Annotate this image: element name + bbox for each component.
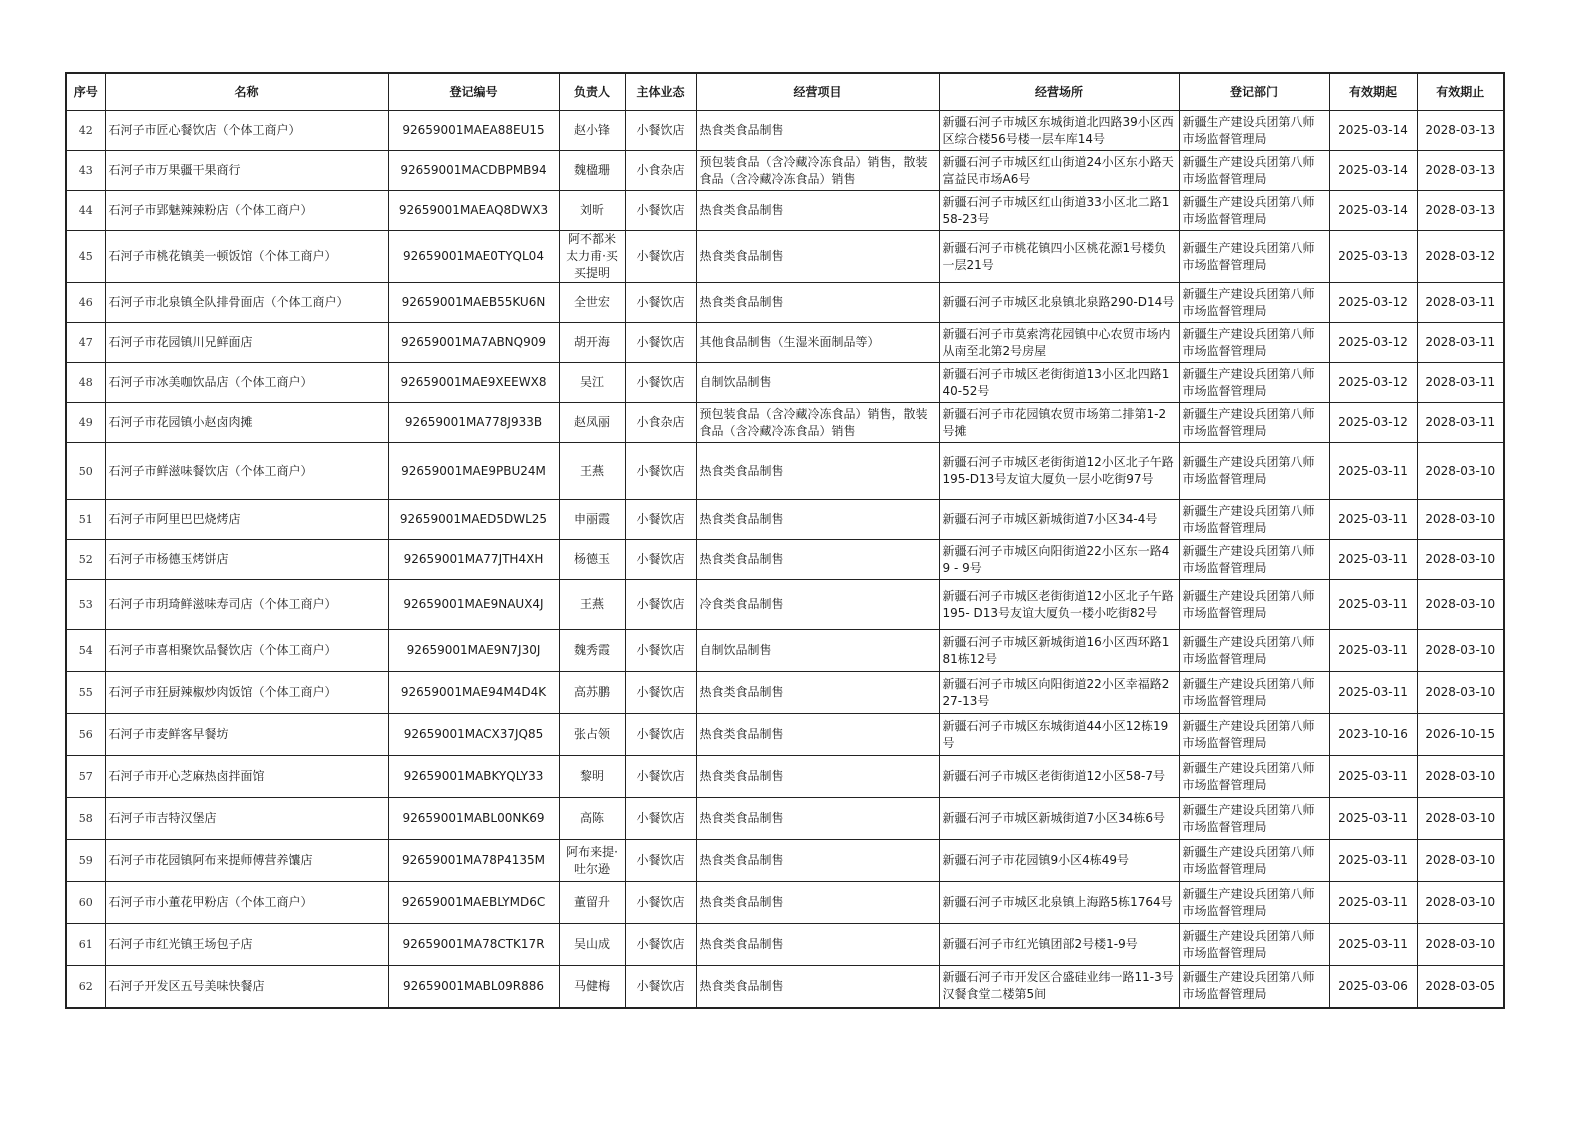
cell-name: 石河子开发区五号美味快餐店 [105, 966, 388, 1008]
cell-scope: 预包装食品（含冷藏冷冻食品）销售，散装食品（含冷藏冷冻食品）销售 [696, 151, 939, 191]
cell-person: 魏楹珊 [559, 151, 625, 191]
cell-name: 石河子市小董花甲粉店（个体工商户） [105, 882, 388, 924]
cell-department: 新疆生产建设兵团第八师市场监督管理局 [1179, 231, 1329, 283]
cell-seq: 52 [66, 540, 105, 580]
cell-scope: 冷食类食品制售 [696, 580, 939, 630]
table-row [66, 443, 1504, 500]
cell-business-type: 小餐饮店 [625, 630, 696, 672]
cell-seq: 45 [66, 231, 105, 283]
table-row [66, 403, 1504, 443]
table-row [66, 756, 1504, 798]
cell-valid-from: 2025-03-06 [1329, 966, 1417, 1008]
cell-address: 新疆石河子市城区东城街道44小区12栋19号 [939, 714, 1179, 756]
cell-address: 新疆石河子市城区老街街道12小区58-7号 [939, 756, 1179, 798]
cell-person: 王燕 [559, 580, 625, 630]
cell-address: 新疆石河子市城区新城街道7小区34栋6号 [939, 798, 1179, 840]
cell-scope: 热食类食品制售 [696, 798, 939, 840]
cell-valid-from: 2025-03-11 [1329, 924, 1417, 966]
cell-scope: 热食类食品制售 [696, 231, 939, 283]
header-reg-number: 登记编号 [388, 73, 559, 111]
cell-name: 石河子市花园镇阿布来提师傅营养馕店 [105, 840, 388, 882]
cell-seq: 58 [66, 798, 105, 840]
header-scope: 经营项目 [696, 73, 939, 111]
cell-valid-to: 2028-03-10 [1417, 882, 1504, 924]
cell-department: 新疆生产建设兵团第八师市场监督管理局 [1179, 756, 1329, 798]
cell-valid-from: 2025-03-12 [1329, 363, 1417, 403]
cell-valid-to: 2028-03-13 [1417, 191, 1504, 231]
cell-valid-from: 2025-03-12 [1329, 323, 1417, 363]
cell-name: 石河子市阿里巴巴烧烤店 [105, 500, 388, 540]
cell-valid-to: 2028-03-10 [1417, 580, 1504, 630]
cell-valid-from: 2025-03-13 [1329, 231, 1417, 283]
cell-name: 石河子市喜相聚饮品餐饮店（个体工商户） [105, 630, 388, 672]
table-row [66, 798, 1504, 840]
cell-valid-to: 2028-03-11 [1417, 323, 1504, 363]
cell-name: 石河子市吉特汉堡店 [105, 798, 388, 840]
cell-scope: 自制饮品制售 [696, 363, 939, 403]
cell-scope: 热食类食品制售 [696, 840, 939, 882]
table-body [66, 111, 1504, 1008]
table-row [66, 966, 1504, 1008]
cell-business-type: 小餐饮店 [625, 714, 696, 756]
cell-name: 石河子市桃花镇美一顿饭馆（个体工商户） [105, 231, 388, 283]
cell-person: 阿不都米太力甫·买买提明 [559, 231, 625, 283]
cell-valid-to: 2028-03-10 [1417, 840, 1504, 882]
cell-department: 新疆生产建设兵团第八师市场监督管理局 [1179, 191, 1329, 231]
cell-reg-number: 92659001MAE9NAUX4J [388, 580, 559, 630]
cell-business-type: 小餐饮店 [625, 540, 696, 580]
cell-valid-to: 2028-03-10 [1417, 798, 1504, 840]
cell-name: 石河子市杨德玉烤饼店 [105, 540, 388, 580]
cell-seq: 61 [66, 924, 105, 966]
cell-person: 申丽霞 [559, 500, 625, 540]
header-row [66, 73, 1504, 111]
cell-person: 赵凤丽 [559, 403, 625, 443]
cell-seq: 54 [66, 630, 105, 672]
cell-valid-to: 2028-03-11 [1417, 283, 1504, 323]
cell-department: 新疆生产建设兵团第八师市场监督管理局 [1179, 403, 1329, 443]
cell-seq: 53 [66, 580, 105, 630]
cell-person: 杨德玉 [559, 540, 625, 580]
cell-name: 石河子市万果疆干果商行 [105, 151, 388, 191]
cell-business-type: 小餐饮店 [625, 111, 696, 151]
cell-seq: 47 [66, 323, 105, 363]
cell-department: 新疆生产建设兵团第八师市场监督管理局 [1179, 283, 1329, 323]
cell-address: 新疆石河子市花园镇农贸市场第二排第1-2号摊 [939, 403, 1179, 443]
table-row [66, 714, 1504, 756]
cell-address: 新疆石河子市红光镇团部2号楼1-9号 [939, 924, 1179, 966]
cell-address: 新疆石河子市城区老街街道12小区北子午路195- D13号友谊大厦负一楼小吃街82号 [939, 580, 1179, 630]
header-valid-from: 有效期起 [1329, 73, 1417, 111]
cell-person: 全世宏 [559, 283, 625, 323]
cell-business-type: 小餐饮店 [625, 924, 696, 966]
cell-scope: 热食类食品制售 [696, 540, 939, 580]
cell-name: 石河子市匠心餐饮店（个体工商户） [105, 111, 388, 151]
cell-seq: 51 [66, 500, 105, 540]
cell-seq: 60 [66, 882, 105, 924]
cell-reg-number: 92659001MAE9XEEWX8 [388, 363, 559, 403]
cell-scope: 热食类食品制售 [696, 283, 939, 323]
cell-reg-number: 92659001MACDBPMB94 [388, 151, 559, 191]
cell-business-type: 小餐饮店 [625, 798, 696, 840]
cell-valid-to: 2028-03-10 [1417, 540, 1504, 580]
cell-reg-number: 92659001MAE94M4D4K [388, 672, 559, 714]
table-row [66, 672, 1504, 714]
cell-department: 新疆生产建设兵团第八师市场监督管理局 [1179, 363, 1329, 403]
cell-seq: 49 [66, 403, 105, 443]
cell-reg-number: 92659001MA78CTK17R [388, 924, 559, 966]
cell-name: 石河子市狂厨辣椒炒肉饭馆（个体工商户） [105, 672, 388, 714]
table-row [66, 630, 1504, 672]
cell-valid-from: 2025-03-11 [1329, 443, 1417, 500]
cell-scope: 其他食品制售（生湿米面制品等） [696, 323, 939, 363]
header-department: 登记部门 [1179, 73, 1329, 111]
cell-person: 董留升 [559, 882, 625, 924]
cell-valid-from: 2025-03-11 [1329, 500, 1417, 540]
cell-scope: 热食类食品制售 [696, 443, 939, 500]
cell-person: 吴山成 [559, 924, 625, 966]
cell-seq: 57 [66, 756, 105, 798]
cell-business-type: 小食杂店 [625, 403, 696, 443]
cell-seq: 43 [66, 151, 105, 191]
cell-person: 张占领 [559, 714, 625, 756]
cell-address: 新疆石河子市开发区合盛硅业纬一路11-3号汉餐食堂二楼第5间 [939, 966, 1179, 1008]
cell-valid-from: 2025-03-14 [1329, 151, 1417, 191]
cell-address: 新疆石河子市城区向阳街道22小区东一路49 - 9号 [939, 540, 1179, 580]
cell-department: 新疆生产建设兵团第八师市场监督管理局 [1179, 540, 1329, 580]
cell-reg-number: 92659001MAE9PBU24M [388, 443, 559, 500]
cell-reg-number: 92659001MAEAQ8DWX3 [388, 191, 559, 231]
cell-valid-to: 2028-03-10 [1417, 924, 1504, 966]
cell-valid-from: 2023-10-16 [1329, 714, 1417, 756]
cell-scope: 热食类食品制售 [696, 714, 939, 756]
cell-reg-number: 92659001MA7ABNQ909 [388, 323, 559, 363]
cell-valid-to: 2026-10-15 [1417, 714, 1504, 756]
cell-name: 石河子市红光镇王场包子店 [105, 924, 388, 966]
cell-reg-number: 92659001MAE9N7J30J [388, 630, 559, 672]
cell-business-type: 小餐饮店 [625, 231, 696, 283]
table-row [66, 111, 1504, 151]
table-row [66, 191, 1504, 231]
cell-business-type: 小餐饮店 [625, 580, 696, 630]
cell-name: 石河子市鲜滋味餐饮店（个体工商户） [105, 443, 388, 500]
cell-valid-from: 2025-03-11 [1329, 630, 1417, 672]
cell-department: 新疆生产建设兵团第八师市场监督管理局 [1179, 443, 1329, 500]
cell-valid-from: 2025-03-11 [1329, 580, 1417, 630]
cell-valid-from: 2025-03-11 [1329, 756, 1417, 798]
cell-scope: 预包装食品（含冷藏冷冻食品）销售，散装食品（含冷藏冷冻食品）销售 [696, 403, 939, 443]
header-person: 负责人 [559, 73, 625, 111]
cell-valid-from: 2025-03-11 [1329, 540, 1417, 580]
cell-name: 石河子市花园镇川兄鲜面店 [105, 323, 388, 363]
cell-valid-to: 2028-03-10 [1417, 630, 1504, 672]
cell-business-type: 小餐饮店 [625, 500, 696, 540]
cell-person: 王燕 [559, 443, 625, 500]
cell-seq: 44 [66, 191, 105, 231]
cell-business-type: 小食杂店 [625, 151, 696, 191]
cell-person: 刘昕 [559, 191, 625, 231]
cell-scope: 热食类食品制售 [696, 756, 939, 798]
cell-department: 新疆生产建设兵团第八师市场监督管理局 [1179, 924, 1329, 966]
cell-reg-number: 92659001MAEBLYMD6C [388, 882, 559, 924]
cell-person: 马健梅 [559, 966, 625, 1008]
header-name: 名称 [105, 73, 388, 111]
cell-address: 新疆石河子市城区向阳街道22小区幸福路227-13号 [939, 672, 1179, 714]
cell-business-type: 小餐饮店 [625, 756, 696, 798]
cell-valid-to: 2028-03-12 [1417, 231, 1504, 283]
cell-person: 高苏鹏 [559, 672, 625, 714]
cell-reg-number: 92659001MAE0TYQL04 [388, 231, 559, 283]
cell-address: 新疆石河子市城区老街街道13小区北四路140-52号 [939, 363, 1179, 403]
cell-valid-to: 2028-03-13 [1417, 151, 1504, 191]
cell-name: 石河子市花园镇小赵卤肉摊 [105, 403, 388, 443]
table-row [66, 924, 1504, 966]
table-row [66, 580, 1504, 630]
cell-business-type: 小餐饮店 [625, 323, 696, 363]
cell-seq: 56 [66, 714, 105, 756]
cell-valid-to: 2028-03-11 [1417, 363, 1504, 403]
cell-valid-to: 2028-03-11 [1417, 403, 1504, 443]
cell-seq: 55 [66, 672, 105, 714]
cell-business-type: 小餐饮店 [625, 882, 696, 924]
cell-department: 新疆生产建设兵团第八师市场监督管理局 [1179, 580, 1329, 630]
cell-name: 石河子市北泉镇全队排骨面店（个体工商户） [105, 283, 388, 323]
cell-seq: 42 [66, 111, 105, 151]
cell-person: 黎明 [559, 756, 625, 798]
cell-address: 新疆石河子市桃花镇四小区桃花源1号楼负一层21号 [939, 231, 1179, 283]
cell-address: 新疆石河子市花园镇9小区4栋49号 [939, 840, 1179, 882]
header-address: 经营场所 [939, 73, 1179, 111]
cell-reg-number: 92659001MABL00NK69 [388, 798, 559, 840]
cell-reg-number: 92659001MA77JTH4XH [388, 540, 559, 580]
cell-person: 赵小锋 [559, 111, 625, 151]
registry-table [65, 72, 1505, 1009]
cell-business-type: 小餐饮店 [625, 363, 696, 403]
cell-department: 新疆生产建设兵团第八师市场监督管理局 [1179, 798, 1329, 840]
cell-business-type: 小餐饮店 [625, 840, 696, 882]
cell-name: 石河子市开心芝麻热卤拌面馆 [105, 756, 388, 798]
cell-valid-to: 2028-03-05 [1417, 966, 1504, 1008]
cell-address: 新疆石河子市城区北泉镇北泉路290-D14号 [939, 283, 1179, 323]
header-business-type: 主体业态 [625, 73, 696, 111]
cell-valid-from: 2025-03-11 [1329, 840, 1417, 882]
table-row [66, 323, 1504, 363]
cell-address: 新疆石河子市城区红山街道33小区北二路158-23号 [939, 191, 1179, 231]
cell-department: 新疆生产建设兵团第八师市场监督管理局 [1179, 672, 1329, 714]
cell-reg-number: 92659001MA778J933B [388, 403, 559, 443]
cell-department: 新疆生产建设兵团第八师市场监督管理局 [1179, 714, 1329, 756]
cell-business-type: 小餐饮店 [625, 283, 696, 323]
cell-valid-from: 2025-03-11 [1329, 882, 1417, 924]
table-row [66, 151, 1504, 191]
cell-scope: 热食类食品制售 [696, 672, 939, 714]
cell-department: 新疆生产建设兵团第八师市场监督管理局 [1179, 500, 1329, 540]
cell-person: 阿布来提·吐尔逊 [559, 840, 625, 882]
cell-valid-from: 2025-03-11 [1329, 798, 1417, 840]
cell-valid-to: 2028-03-10 [1417, 756, 1504, 798]
cell-address: 新疆石河子市城区老街街道12小区北子午路195-D13号友谊大厦负一层小吃街97号 [939, 443, 1179, 500]
cell-address: 新疆石河子市莫索湾花园镇中心农贸市场内从南至北第2号房屋 [939, 323, 1179, 363]
cell-department: 新疆生产建设兵团第八师市场监督管理局 [1179, 151, 1329, 191]
cell-valid-to: 2028-03-10 [1417, 500, 1504, 540]
header-valid-to: 有效期止 [1417, 73, 1504, 111]
cell-address: 新疆石河子市城区新城街道16小区西环路181栋12号 [939, 630, 1179, 672]
cell-address: 新疆石河子市城区东城街道北四路39小区西区综合楼56号楼一层车库14号 [939, 111, 1179, 151]
cell-reg-number: 92659001MAEB55KU6N [388, 283, 559, 323]
table-row [66, 882, 1504, 924]
cell-name: 石河子市玥琦鲜滋味寿司店（个体工商户） [105, 580, 388, 630]
cell-department: 新疆生产建设兵团第八师市场监督管理局 [1179, 840, 1329, 882]
cell-scope: 热食类食品制售 [696, 966, 939, 1008]
cell-seq: 46 [66, 283, 105, 323]
cell-reg-number: 92659001MA78P4135M [388, 840, 559, 882]
cell-scope: 热食类食品制售 [696, 924, 939, 966]
cell-address: 新疆石河子市城区红山街道24小区东小路天富益民市场A6号 [939, 151, 1179, 191]
cell-department: 新疆生产建设兵团第八师市场监督管理局 [1179, 630, 1329, 672]
cell-valid-to: 2028-03-13 [1417, 111, 1504, 151]
cell-seq: 62 [66, 966, 105, 1008]
cell-business-type: 小餐饮店 [625, 191, 696, 231]
cell-scope: 热食类食品制售 [696, 111, 939, 151]
table-row [66, 231, 1504, 283]
cell-business-type: 小餐饮店 [625, 672, 696, 714]
cell-reg-number: 92659001MACX37JQ85 [388, 714, 559, 756]
table-row [66, 840, 1504, 882]
cell-reg-number: 92659001MAEA88EU15 [388, 111, 559, 151]
cell-valid-from: 2025-03-14 [1329, 191, 1417, 231]
cell-reg-number: 92659001MABL09R886 [388, 966, 559, 1008]
cell-business-type: 小餐饮店 [625, 443, 696, 500]
table-row [66, 540, 1504, 580]
cell-business-type: 小餐饮店 [625, 966, 696, 1008]
cell-scope: 自制饮品制售 [696, 630, 939, 672]
cell-valid-from: 2025-03-12 [1329, 403, 1417, 443]
cell-department: 新疆生产建设兵团第八师市场监督管理局 [1179, 882, 1329, 924]
cell-department: 新疆生产建设兵团第八师市场监督管理局 [1179, 111, 1329, 151]
cell-name: 石河子市冰美咖饮品店（个体工商户） [105, 363, 388, 403]
cell-name: 石河子市麦鲜客早餐坊 [105, 714, 388, 756]
table-row [66, 283, 1504, 323]
cell-seq: 48 [66, 363, 105, 403]
cell-name: 石河子市郢魅辣辣粉店（个体工商户） [105, 191, 388, 231]
cell-address: 新疆石河子市城区北泉镇上海路5栋1764号 [939, 882, 1179, 924]
cell-scope: 热食类食品制售 [696, 882, 939, 924]
cell-person: 吴江 [559, 363, 625, 403]
table-row [66, 363, 1504, 403]
cell-person: 胡开海 [559, 323, 625, 363]
cell-valid-from: 2025-03-12 [1329, 283, 1417, 323]
header-seq: 序号 [66, 73, 105, 111]
cell-valid-to: 2028-03-10 [1417, 672, 1504, 714]
cell-valid-to: 2028-03-10 [1417, 443, 1504, 500]
table-row [66, 500, 1504, 540]
cell-seq: 59 [66, 840, 105, 882]
cell-address: 新疆石河子市城区新城街道7小区34-4号 [939, 500, 1179, 540]
cell-reg-number: 92659001MABKYQLY33 [388, 756, 559, 798]
cell-valid-from: 2025-03-14 [1329, 111, 1417, 151]
cell-seq: 50 [66, 443, 105, 500]
cell-valid-from: 2025-03-11 [1329, 672, 1417, 714]
cell-department: 新疆生产建设兵团第八师市场监督管理局 [1179, 323, 1329, 363]
cell-scope: 热食类食品制售 [696, 500, 939, 540]
cell-scope: 热食类食品制售 [696, 191, 939, 231]
cell-reg-number: 92659001MAED5DWL25 [388, 500, 559, 540]
cell-department: 新疆生产建设兵团第八师市场监督管理局 [1179, 966, 1329, 1008]
cell-person: 高陈 [559, 798, 625, 840]
cell-person: 魏秀霞 [559, 630, 625, 672]
